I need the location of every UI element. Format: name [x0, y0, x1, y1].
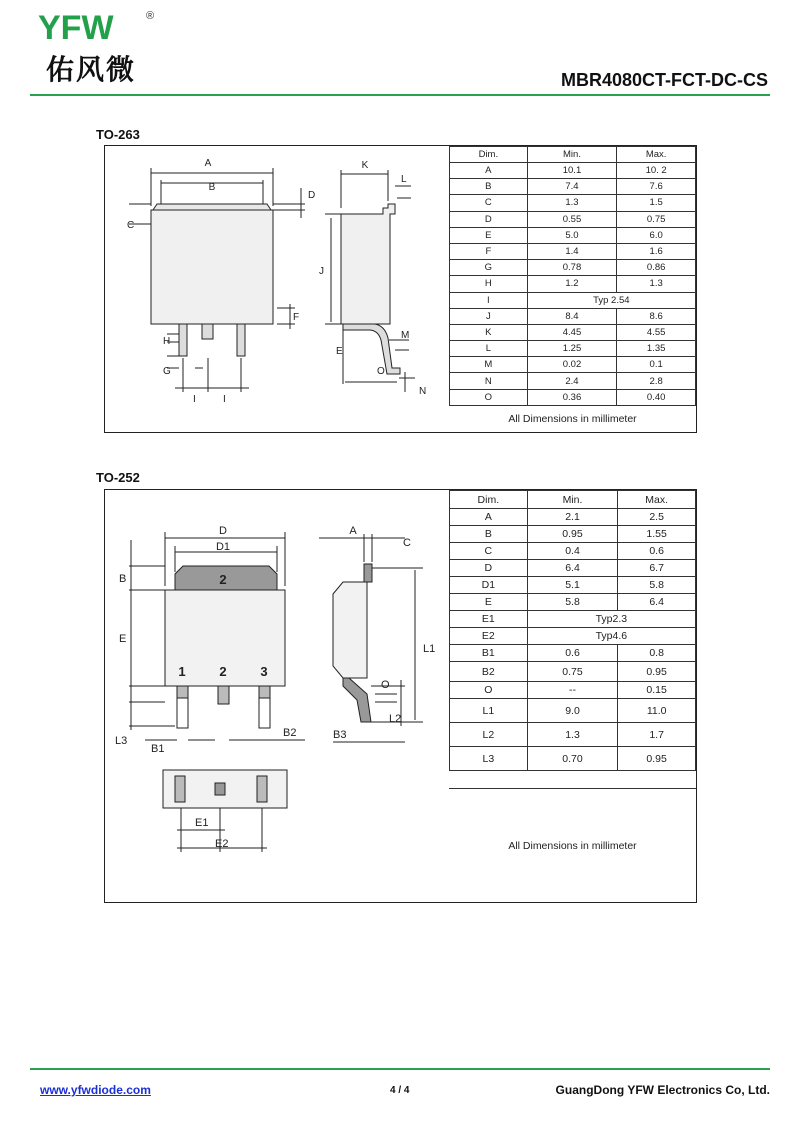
table-row	[450, 645, 696, 662]
header-divider	[30, 94, 770, 96]
table-row	[450, 227, 696, 243]
website-link[interactable]: www.yfwdiode.com	[40, 1083, 151, 1097]
max-cell: 1.7	[618, 723, 696, 747]
to252-label-B3: B3	[333, 729, 347, 741]
dim-cell: K	[450, 324, 528, 340]
to252-pin3: 3	[260, 664, 268, 679]
min-cell: 2.1	[527, 509, 618, 526]
table-row	[450, 243, 696, 259]
to252-drawing	[105, 490, 449, 902]
min-cell: 1.4	[527, 243, 617, 259]
to252-pin1: 1	[178, 664, 186, 679]
to252-title: TO-252	[96, 470, 140, 485]
dim-cell: N	[450, 373, 528, 389]
table-row	[450, 682, 696, 699]
dim-cell: C	[450, 195, 528, 211]
footer-divider	[30, 1068, 770, 1070]
table-row	[450, 163, 696, 179]
table-row	[450, 509, 696, 526]
to263-label-O: O	[377, 366, 385, 377]
min-cell: 4.45	[527, 324, 617, 340]
min-cell: 0.70	[527, 747, 618, 771]
min-cell: 0.02	[527, 357, 617, 373]
table-row	[450, 179, 696, 195]
dim-cell: B	[450, 526, 528, 543]
company-name: GuangDong YFW Electronics Co, Ltd.	[555, 1083, 770, 1097]
max-cell: 0.95	[618, 747, 696, 771]
min-cell: 0.6	[527, 645, 618, 662]
table-row	[450, 389, 696, 405]
max-cell: 10. 2	[617, 163, 696, 179]
dim-cell: L3	[450, 747, 528, 771]
min-cell: 2.4	[527, 373, 617, 389]
min-cell: 8.4	[527, 308, 617, 324]
to252-label-L3: L3	[115, 735, 128, 747]
table-row	[450, 543, 696, 560]
header-min: Min.	[527, 147, 617, 163]
to263-title: TO-263	[96, 127, 140, 142]
to263-label-M: M	[401, 330, 410, 341]
table-row	[450, 276, 696, 292]
logo-text: YFW	[38, 9, 114, 47]
to252-label-O: O	[381, 679, 390, 691]
min-cell: 0.4	[527, 543, 618, 560]
table-row	[450, 195, 696, 211]
max-cell: 4.55	[617, 324, 696, 340]
header-max: Max.	[618, 491, 696, 509]
min-cell: --	[527, 682, 618, 699]
dim-cell: O	[450, 389, 528, 405]
dim-cell: L	[450, 341, 528, 357]
to252-label-E2: E2	[215, 838, 229, 850]
min-cell: 1.25	[527, 341, 617, 357]
to263-label-N: N	[419, 386, 427, 397]
max-cell: 5.8	[618, 577, 696, 594]
min-cell: 5.8	[527, 594, 618, 611]
dim-cell: J	[450, 308, 528, 324]
to263-label-D: D	[308, 190, 316, 201]
table-row	[450, 723, 696, 747]
min-cell: 1.3	[527, 195, 617, 211]
dim-cell: E1	[450, 611, 528, 628]
min-cell: 9.0	[527, 699, 618, 723]
table-row	[450, 357, 696, 373]
dim-cell: H	[450, 276, 528, 292]
table-row	[450, 699, 696, 723]
to252-label-B1: B1	[151, 743, 165, 755]
table-row	[450, 628, 696, 645]
dim-cell: L1	[450, 699, 528, 723]
table-row	[450, 560, 696, 577]
dim-cell: L2	[450, 723, 528, 747]
logo-registered-mark: ®	[146, 10, 155, 22]
dim-cell: D	[450, 560, 528, 577]
to263-label-E: E	[336, 346, 343, 357]
dim-cell: E	[450, 594, 528, 611]
to252-label-L2: L2	[389, 713, 402, 725]
to263-label-G: G	[163, 366, 171, 377]
logo-chinese-name: 佑风微	[46, 53, 137, 86]
table-header-row	[450, 491, 696, 509]
max-cell: 11.0	[618, 699, 696, 723]
part-number: MBR4080CT-FCT-DC-CS	[560, 70, 768, 90]
to252-units-note: All Dimensions in millimeter	[449, 788, 696, 903]
typ-value-cell: Typ4.6	[527, 628, 695, 645]
dim-cell: D1	[450, 577, 528, 594]
dim-cell: M	[450, 357, 528, 373]
dim-cell: F	[450, 243, 528, 259]
max-cell: 1.35	[617, 341, 696, 357]
max-cell: 6.4	[618, 594, 696, 611]
to252-label-E: E	[119, 633, 127, 645]
dim-cell: G	[450, 260, 528, 276]
max-cell: 1.5	[617, 195, 696, 211]
dim-cell: E2	[450, 628, 528, 645]
to252-pin2: 2	[219, 664, 227, 679]
min-cell: 10.1	[527, 163, 617, 179]
min-cell: 5.1	[527, 577, 618, 594]
to252-label-D1: D1	[215, 541, 231, 553]
dim-cell: I	[450, 292, 528, 308]
to252-label-B2: B2	[283, 727, 297, 739]
dim-cell: C	[450, 543, 528, 560]
to263-label-J: J	[319, 266, 324, 277]
header-min: Min.	[527, 491, 618, 509]
max-cell: 0.75	[617, 211, 696, 227]
to263-label-A: A	[204, 158, 212, 169]
min-cell: 0.78	[527, 260, 617, 276]
table-row	[450, 526, 696, 543]
max-cell: 1.55	[618, 526, 696, 543]
min-cell: 0.95	[527, 526, 618, 543]
to263-label-C: C	[127, 220, 135, 231]
max-cell: 6.0	[617, 227, 696, 243]
max-cell: 0.15	[618, 682, 696, 699]
max-cell: 2.8	[617, 373, 696, 389]
table-row	[450, 373, 696, 389]
to263-label-F: F	[293, 312, 300, 323]
max-cell: 0.8	[618, 645, 696, 662]
dim-cell: A	[450, 509, 528, 526]
dim-cell: B	[450, 179, 528, 195]
to263-label-I1: I	[193, 394, 196, 405]
table-row	[450, 747, 696, 771]
dim-cell: B1	[450, 645, 528, 662]
dim-cell: A	[450, 163, 528, 179]
min-cell: 6.4	[527, 560, 618, 577]
to263-drawing	[105, 146, 449, 432]
header-dim: Dim.	[450, 147, 528, 163]
to263-label-H: H	[163, 336, 171, 347]
to252-pin-tab: 2	[219, 572, 227, 587]
table-row	[450, 577, 696, 594]
max-cell: 1.3	[617, 276, 696, 292]
min-cell: 0.36	[527, 389, 617, 405]
table-header-row	[450, 147, 696, 163]
header-dim: Dim.	[450, 491, 528, 509]
max-cell: 7.6	[617, 179, 696, 195]
to252-label-D: D	[219, 525, 227, 537]
table-row	[450, 662, 696, 682]
min-cell: 5.0	[527, 227, 617, 243]
dim-cell: E	[450, 227, 528, 243]
to263-label-B: B	[208, 182, 216, 193]
dim-cell: O	[450, 682, 528, 699]
dim-cell: B2	[450, 662, 528, 682]
max-cell: 1.6	[617, 243, 696, 259]
to252-label-L1: L1	[423, 643, 436, 655]
to263-label-K: K	[361, 160, 369, 171]
table-row	[450, 292, 696, 308]
typ-value-cell: Typ2.3	[527, 611, 695, 628]
min-cell: 1.2	[527, 276, 617, 292]
to252-label-A: A	[349, 525, 357, 537]
table-row	[450, 341, 696, 357]
typ-value-cell: Typ 2.54	[527, 292, 695, 308]
table-row	[450, 308, 696, 324]
max-cell: 0.1	[617, 357, 696, 373]
table-row	[450, 260, 696, 276]
to252-dimension-table	[449, 490, 696, 771]
max-cell: 2.5	[618, 509, 696, 526]
to252-label-E1: E1	[195, 817, 209, 829]
min-cell: 1.3	[527, 723, 618, 747]
dim-cell: D	[450, 211, 528, 227]
to252-label-B: B	[119, 573, 127, 585]
to263-dimension-table	[449, 146, 696, 406]
min-cell: 0.55	[527, 211, 617, 227]
min-cell: 0.75	[527, 662, 618, 682]
table-row	[450, 324, 696, 340]
table-row	[450, 611, 696, 628]
max-cell: 0.6	[618, 543, 696, 560]
max-cell: 6.7	[618, 560, 696, 577]
page-number: 4 / 4	[390, 1085, 410, 1096]
to263-label-I2: I	[223, 394, 226, 405]
to252-label-C: C	[403, 537, 411, 549]
header-max: Max.	[617, 147, 696, 163]
table-row	[450, 211, 696, 227]
min-cell: 7.4	[527, 179, 617, 195]
to263-units-note: All Dimensions in millimeter	[508, 413, 637, 425]
max-cell: 0.95	[618, 662, 696, 682]
table-row	[450, 594, 696, 611]
to263-label-L: L	[401, 174, 407, 185]
max-cell: 0.40	[617, 389, 696, 405]
max-cell: 8.6	[617, 308, 696, 324]
max-cell: 0.86	[617, 260, 696, 276]
